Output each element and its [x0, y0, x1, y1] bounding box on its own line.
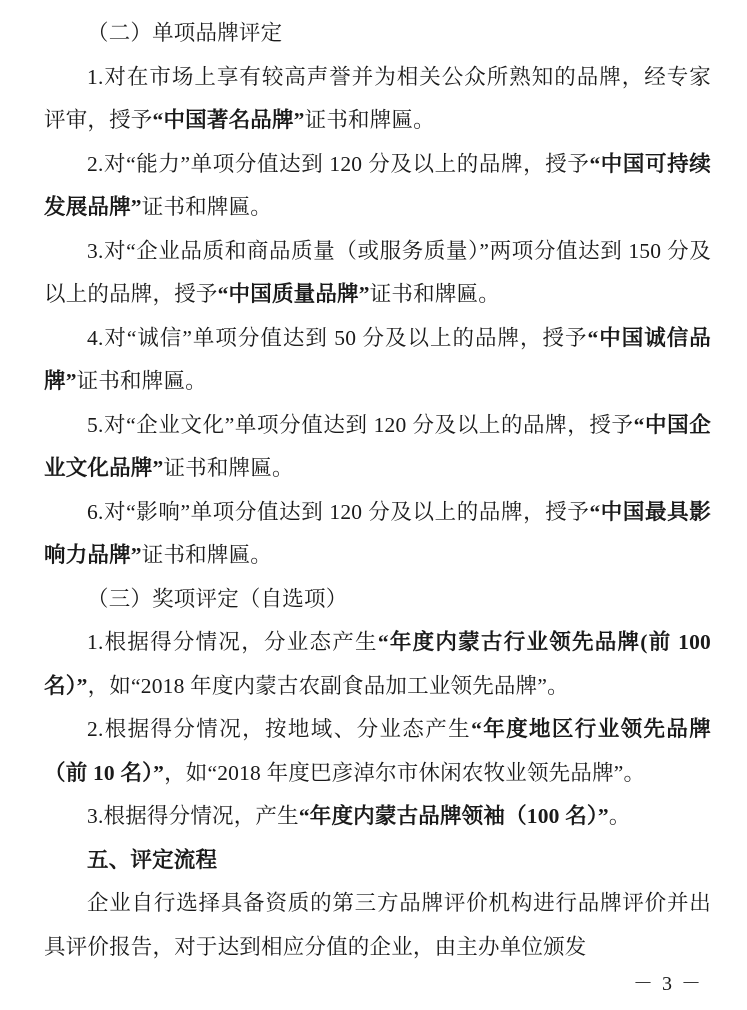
item-5-run-0: 5.对“企业文化”单项分值达到 120 分及以上的品牌，授予	[87, 412, 634, 437]
item-4-run-1: “中国诚信品牌”	[44, 325, 711, 393]
item-5	[44, 404, 711, 491]
section-heading-2-run-0: （二）单项品牌评定	[87, 21, 283, 45]
award-item-1-run-1: “年度内蒙古行业领先品牌(前 100 名）”	[44, 630, 711, 698]
item-6	[44, 491, 711, 578]
process-paragraph	[44, 882, 711, 969]
award-item-3-run-1: “年度内蒙古品牌领袖（100 名）”	[298, 804, 609, 828]
item-5-run-1: “中国企业文化品牌”	[44, 412, 711, 480]
item-3	[44, 230, 711, 317]
item-3-run-0: 3.对“企业品质和商品质量（或服务质量）”两项分值达到 150 分及以上的品牌，授予	[44, 238, 711, 306]
section-heading-5	[44, 839, 711, 883]
process-paragraph-run-0: 企业自行选择具备资质的第三方品牌评价机构进行品牌评价并出具评价报告，对于达到相应分值的企业，由主办单位颁发	[44, 891, 711, 959]
award-item-1-run-2: ，如“2018 年度内蒙古农副食品加工业领先品牌”。	[87, 673, 569, 698]
award-item-2-run-2: ，如“2018 年度巴彦淖尔市休闲农牧业领先品牌”。	[164, 760, 646, 785]
item-2-run-1: “中国可持续发展品牌”	[44, 151, 711, 219]
section-heading-5-run-0: 五、评定流程	[87, 847, 218, 872]
section-heading-3-run-0: （三）奖项评定（自选项）	[87, 586, 348, 611]
item-3-run-1: “中国质量品牌”	[217, 282, 370, 306]
item-6-run-0: 6.对“影响”单项分值达到 120 分及以上的品牌，授予	[87, 499, 590, 524]
item-3-run-2: 证书和牌匾。	[369, 282, 500, 306]
item-4-run-2: 证书和牌匾。	[76, 369, 207, 393]
item-1-run-0: 1.对在市场上享有较高声誉并为相关公众所熟知的品牌，经专家评审，授予	[44, 64, 711, 132]
item-1	[44, 56, 711, 143]
item-2	[44, 143, 711, 230]
item-6-run-1: “中国最具影响力品牌”	[44, 499, 711, 567]
section-heading-2	[44, 12, 711, 56]
item-1-run-1: “中国著名品牌”	[152, 108, 305, 132]
award-item-3	[44, 795, 711, 839]
item-4-run-0: 4.对“诚信”单项分值达到 50 分及以上的品牌，授予	[87, 325, 588, 350]
award-item-2	[44, 708, 711, 795]
section-heading-3	[44, 578, 711, 622]
item-4	[44, 317, 711, 404]
item-1-run-2: 证书和牌匾。	[304, 108, 435, 132]
award-item-3-run-2: 。	[608, 804, 631, 828]
award-item-2-run-0: 2.根据得分情况，按地域、分业态产生	[87, 717, 472, 741]
item-2-run-2: 证书和牌匾。	[141, 195, 272, 219]
award-item-3-run-0: 3.根据得分情况，产生	[87, 804, 299, 828]
award-item-1	[44, 621, 711, 708]
award-item-1-run-0: 1.根据得分情况，分业态产生	[87, 630, 378, 654]
item-5-run-2: 证书和牌匾。	[163, 456, 294, 480]
item-2-run-0: 2.对“能力”单项分值达到 120 分及以上的品牌，授予	[87, 151, 590, 176]
page-number: － 3 －	[633, 973, 703, 995]
award-item-2-run-1: “年度地区行业领先品牌（前 10 名）”	[44, 717, 711, 785]
item-6-run-2: 证书和牌匾。	[141, 543, 272, 567]
document-body	[44, 12, 711, 969]
